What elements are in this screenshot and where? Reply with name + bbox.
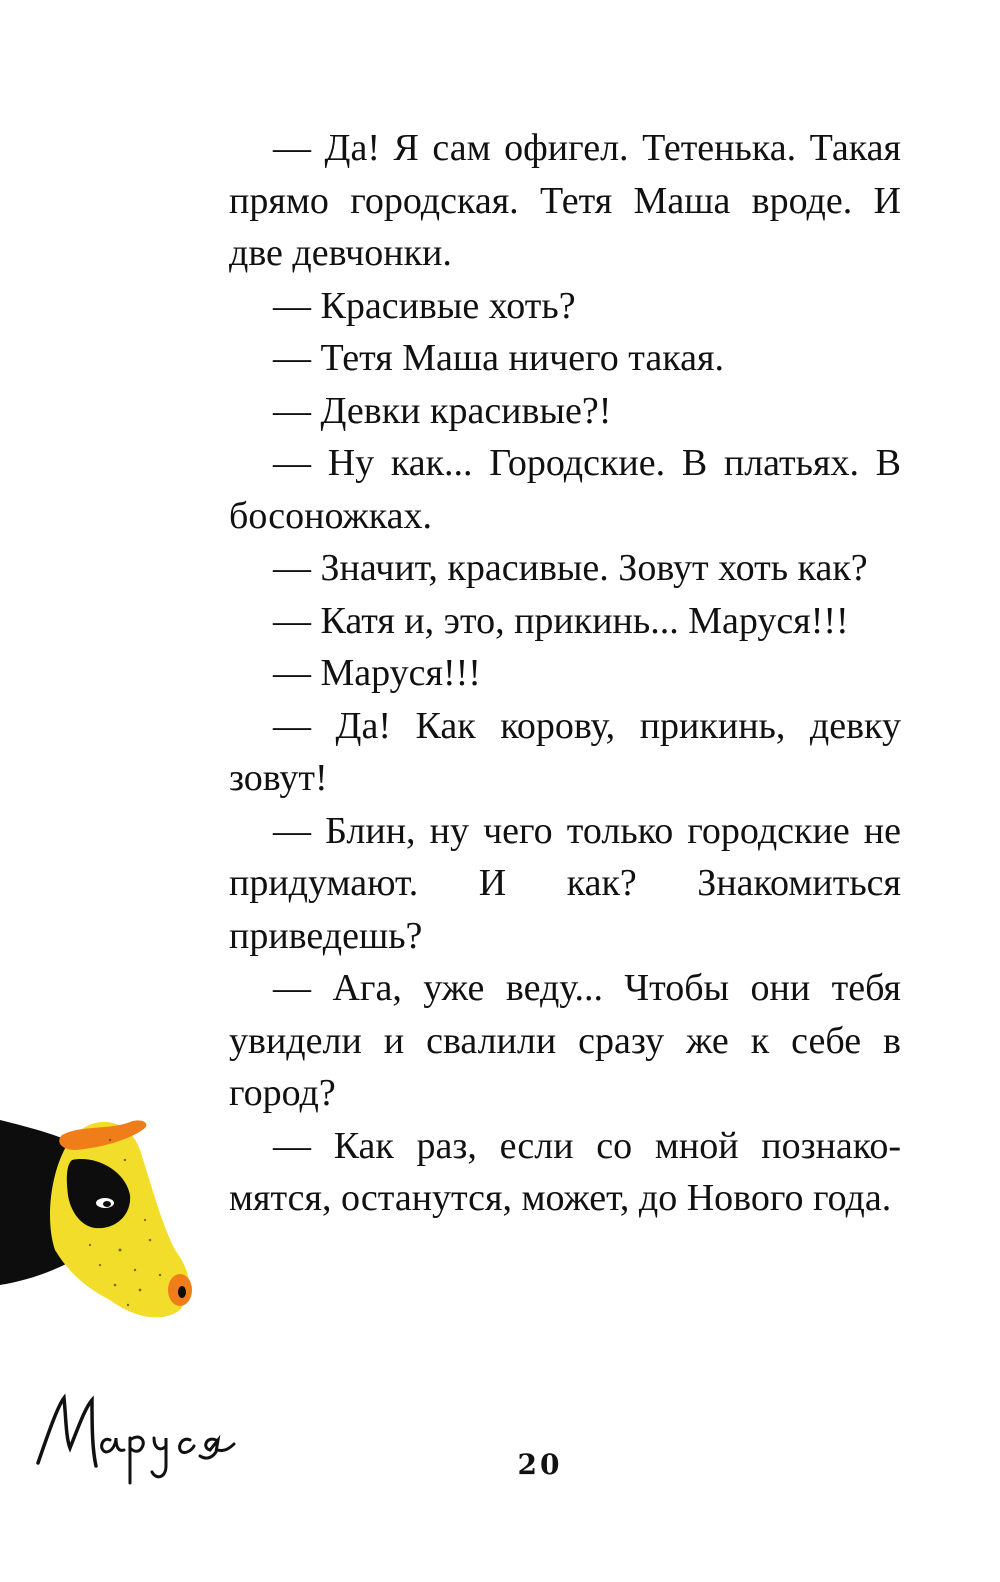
dialogue-paragraph: — Девки красивые?!: [273, 389, 612, 432]
dialogue-paragraph: — Да! Как корову, прикинь, девку зовут!: [229, 704, 901, 799]
dialogue-paragraph: — Катя и, это, прикинь... Маруся!!!: [273, 599, 849, 642]
dialogue-paragraph: — Значит, красивые. Зовут хоть как?: [273, 547, 868, 589]
cow-head-icon: [0, 1100, 200, 1340]
dialogue-paragraph: — Да! Я сам офигел. Тетенька. Такая прямо городская. Тетя Маша вроде. И две девчонки.: [229, 127, 901, 274]
dialogue-paragraph: — Ну как... Городские. В платьях. В босоножках.: [229, 442, 901, 537]
dialogue-paragraph: — Блин, ну чего только городские не придумают. И как? Знакомиться приведешь?: [229, 809, 901, 957]
dialogue-paragraph: — Как раз, если со мной познакомятся, останутся, может, до Нового года.: [229, 1124, 901, 1219]
dialogue-paragraph: — Тетя Маша ничего такая.: [273, 337, 724, 379]
marusya-signature-logo: [30, 1388, 280, 1488]
page-number: 20: [517, 1448, 563, 1481]
dialogue-paragraph: — Ага, уже веду... Чтобы они тебя увидели и свалили сразу же к себе в город?: [229, 967, 901, 1114]
dialogue-paragraph: — Маруся!!!: [273, 652, 481, 694]
dialogue-text: [229, 122, 901, 1225]
dialogue-paragraph: — Красивые хоть?: [273, 284, 576, 327]
